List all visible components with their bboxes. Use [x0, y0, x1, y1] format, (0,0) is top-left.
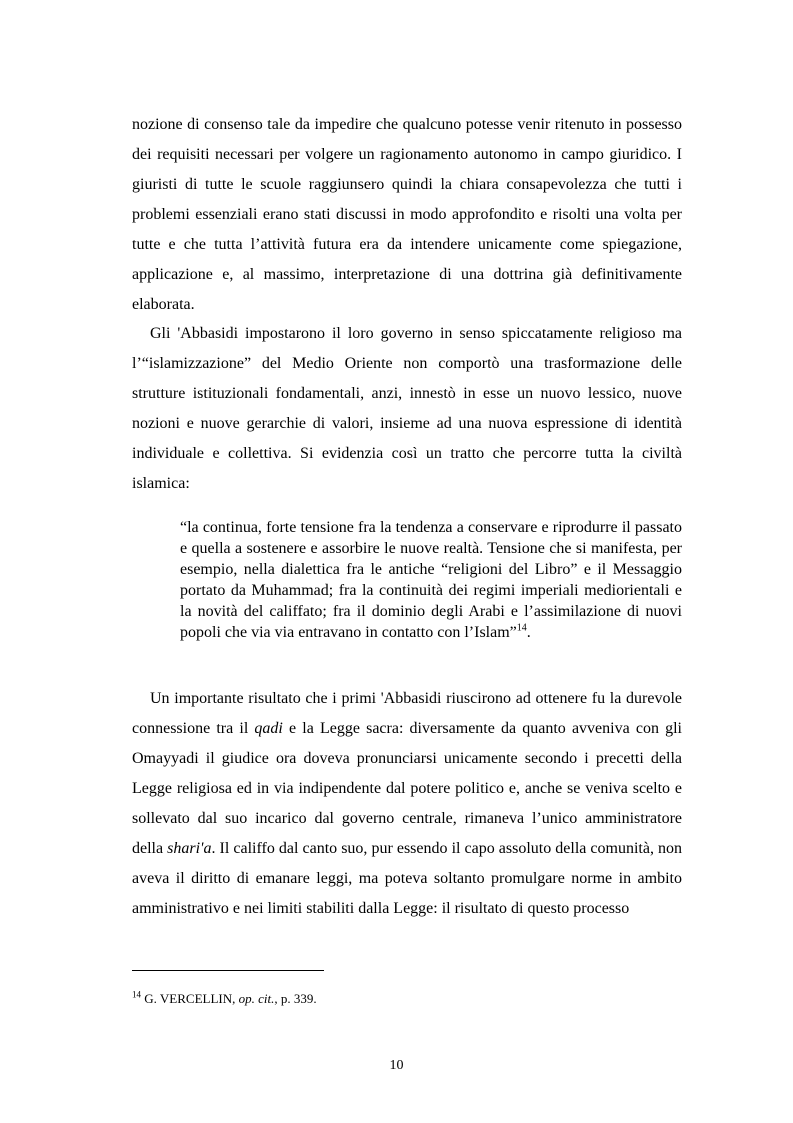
quote-end: . [526, 624, 531, 641]
page-number: 10 [389, 1058, 404, 1073]
paragraph-1: nozione di consenso tale da impedire che qualcuno potesse venir ritenuto in possesso dei requisiti necessari per volgere un ragionamento autonomo in campo giuridico. I giuristi di tutte le scuole raggiunsero quindi la chiara consapevolezza che tutti i problemi essenziali erano stati discussi in modo approfondito e risolti una volta per tutte e che tutta l’attività futura era da intendere unicamente come spiegazione, applicazione e, al massimo, interpretazione di una dottrina già definitivamente elaborata. [132, 116, 682, 313]
paragraph-3-part-3: . Il califfo dal canto suo, pur essendo il capo assoluto della comunità, non aveva il diritto di emanare leggi, ma poteva soltanto promulgare norme in ambito amministrativo e nei limiti stabiliti dalla Legge: il risultato di questo processo [132, 840, 683, 917]
footnote-number: 14 [132, 989, 141, 1000]
term-qadi: qadi [254, 720, 283, 737]
paragraph-2: Gli 'Abbasidi impostarono il loro governo in senso spiccatamente religioso ma l’“islamizzazione” del Medio Oriente non comportò una trasformazione delle strutture istituzionali fondamentali, anzi, innestò in esse un nuovo lessico, nuove nozioni e nuove gerarchie di valori, insieme ad una nuova espressione di identità individuale e collettiva. Si evidenzia così un tratto che percorre tutta la civiltà islamica: [132, 325, 682, 492]
paragraph-3-part-2: e la Legge sacra: diversamente da quanto avveniva con gli Omayyadi il giudice ora doveva pronunciarsi unicamente secondo i precetti della Legge religiosa ed in via indipendente dal potere politico e, anche se veniva scelto e sollevato dal suo incarico dal governo centrale, rimaneva l’unico amministratore della [132, 720, 682, 857]
footnote-separator [132, 970, 324, 971]
footnote-author: G. VERCELLIN, [141, 991, 239, 1006]
footnote [132, 991, 682, 1007]
quote-text: “la continua, forte tensione fra la tendenza a conservare e riprodurre il passato e quella a sostenere e assorbire le nuove realtà. Tensione che si manifesta, per esempio, nella dialettica fra le antiche “religioni del Libro” e il Messaggio portato da Muhammad; fra la continuità dei regimi imperiali mediorientali e la novità del califfato; fra il dominio degli Arabi e l’assimilazione di nuovi popoli che via via entravano in contatto con l’Islam” [180, 519, 682, 641]
paragraph-3-part-1: Un importante risultato che i primi 'Abbasidi riuscirono ad ottenere fu la durevole connessione tra il [132, 690, 682, 737]
term-sharia: shari'a [167, 840, 212, 857]
paragraph-3 [132, 684, 682, 924]
footnote-reference[interactable]: 14 [516, 622, 527, 634]
block-quote [180, 517, 682, 643]
footnote-work: op. cit. [238, 991, 275, 1006]
footnote-pages: , p. 339. [274, 991, 317, 1006]
